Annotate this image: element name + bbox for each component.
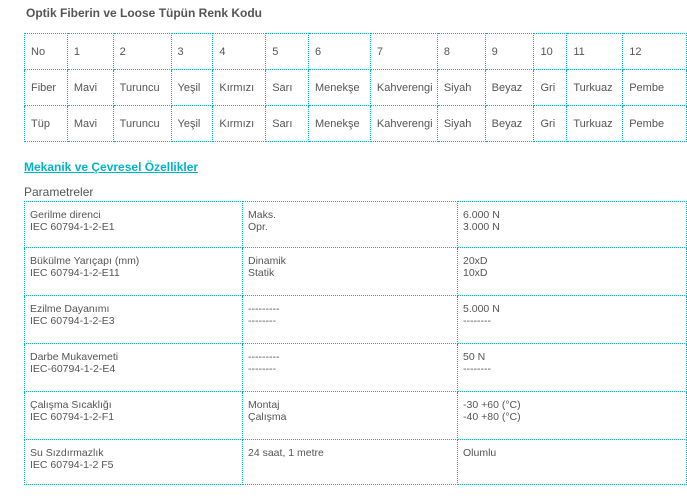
condition-line: Dinamik [248,255,286,267]
color-cell: Sarı [266,70,309,106]
value-cell [458,248,687,296]
condition-line: Statik [248,266,275,279]
color-cell: Kırmızı [213,106,266,142]
color-cell: 4 [213,34,266,70]
color-cell: Menekşe [309,70,371,106]
parameter-line: IEC 60794-1-2-E3 [30,314,115,327]
condition-line: 24 saat, 1 metre [248,447,324,459]
color-table-fiber-row [25,70,687,106]
color-cell: Kırmızı [213,70,266,106]
color-cell: 7 [370,34,437,70]
condition-line: Montaj [248,399,280,411]
value-line: 6.000 N [463,209,500,221]
color-code-table [24,33,687,142]
parameter-row [25,344,687,392]
color-cell: Mavi [67,106,113,142]
condition-cell [243,440,458,485]
parameter-line: IEC 60794-1-2-F1 [30,410,115,423]
color-cell: 12 [623,34,687,70]
color-cell: Beyaz [485,106,534,142]
color-cell: Pembe [623,70,687,106]
value-line: 3.000 N [463,220,500,233]
parameter-line: Ezilme Dayanımı [30,303,110,315]
color-table-tube-row [25,106,687,142]
condition-line: --------- [248,303,280,315]
parameters-label: Parametreler [24,185,94,199]
value-cell [458,202,687,248]
parameter-line: IEC 60794-1-2-E1 [30,220,115,233]
parameter-line: IEC 60794-1-2-E11 [30,266,120,279]
parameter-row [25,440,687,485]
color-cell: Turkuaz [567,106,623,142]
parameter-cell [25,344,243,392]
color-cell: 10 [534,34,567,70]
color-cell: 8 [437,34,485,70]
condition-cell [243,392,458,440]
condition-cell [243,202,458,248]
color-cell: Gri [534,106,567,142]
parameter-line: IEC 60794-1-2 F5 [30,458,114,471]
color-cell: Beyaz [485,70,534,106]
mechanical-environmental-link[interactable]: Mekanik ve Çevresel Özellikler [24,160,199,174]
color-table-header-row [25,34,687,70]
value-line: -30 +60 (°C) [463,399,521,411]
color-cell: Kahverengi [370,106,437,142]
parameter-row [25,392,687,440]
color-cell: Siyah [437,70,485,106]
parameter-line: Darbe Mukavemeti [30,351,119,363]
color-cell: Menekşe [309,106,371,142]
color-cell: 3 [171,34,213,70]
parameter-row [25,202,687,248]
value-line: -------- [463,362,491,375]
condition-line: Maks. [248,209,277,221]
color-cell: Kahverengi [370,70,437,106]
page-title: Optik Fiberin ve Loose Tüpün Renk Kodu [26,6,263,20]
parameter-row [25,296,687,344]
parameter-line: IEC-60794-1-2-E4 [30,362,116,375]
color-cell: Yeşil [171,106,213,142]
value-line: Olumlu [463,447,497,459]
color-cell: Turuncu [113,70,171,106]
row-label-cell: Tüp [25,106,68,142]
color-cell: 1 [67,34,113,70]
parameter-line: Su Sızdırmazlık [30,447,104,459]
condition-cell [243,296,458,344]
value-line: 50 N [463,351,486,363]
condition-line: Çalışma [248,410,287,423]
parameter-cell [25,392,243,440]
value-line: -40 +80 (°C) [463,410,521,423]
condition-cell [243,248,458,296]
color-cell: Sarı [266,106,309,142]
value-line: 10xD [463,266,488,279]
condition-line: Opr. [248,220,268,233]
value-line: -------- [463,314,491,327]
color-cell: Turuncu [113,106,171,142]
parameter-cell [25,202,243,248]
parameters-table [24,201,687,485]
parameter-line: Çalışma Sıcaklığı [30,399,112,411]
parameter-cell [25,296,243,344]
color-cell: 2 [113,34,171,70]
color-cell: 6 [309,34,371,70]
color-cell: Pembe [623,106,687,142]
value-line: 20xD [463,255,488,267]
row-label-cell: Fiber [25,70,68,106]
condition-line: -------- [248,314,276,327]
color-cell: Turkuaz [567,70,623,106]
value-line: 5.000 N [463,303,500,315]
parameter-cell [25,440,243,485]
color-cell: Siyah [437,106,485,142]
parameter-row [25,248,687,296]
value-cell [458,344,687,392]
value-cell [458,440,687,485]
condition-line: --------- [248,351,280,363]
color-cell: Mavi [67,70,113,106]
color-cell: 11 [567,34,623,70]
value-cell [458,392,687,440]
color-cell: 5 [266,34,309,70]
parameter-line: Bükülme Yarıçapı (mm) [30,255,140,267]
row-label-cell: No [25,34,68,70]
color-cell: Yeşil [171,70,213,106]
color-cell: 9 [485,34,534,70]
value-cell [458,296,687,344]
parameter-line: Gerilme direnci [30,209,101,221]
parameter-cell [25,248,243,296]
color-cell: Gri [534,70,567,106]
condition-cell [243,344,458,392]
condition-line: -------- [248,362,276,375]
